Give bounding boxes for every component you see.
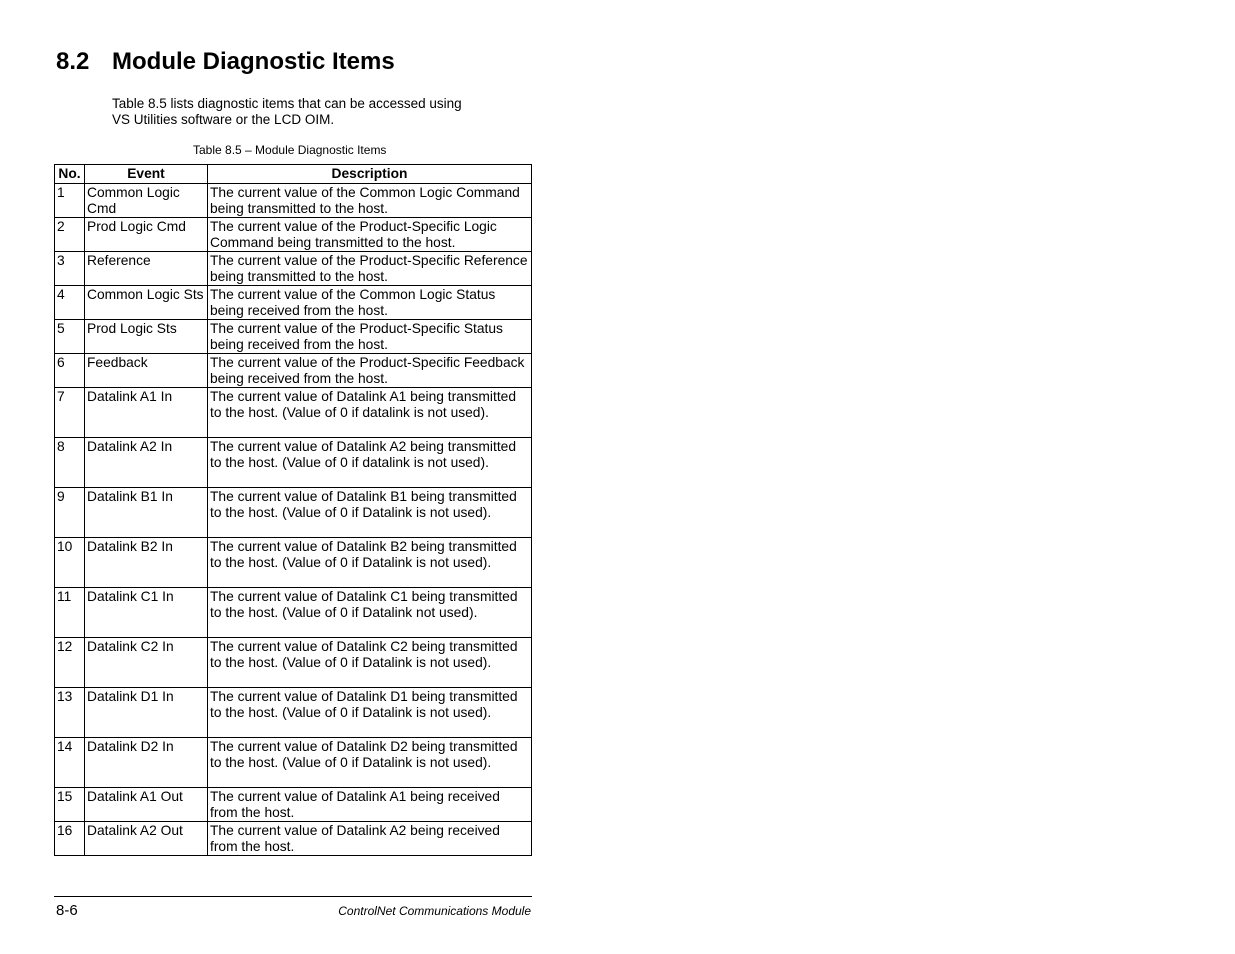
- row-event: Datalink B2 In: [85, 538, 208, 588]
- row-event: Prod Logic Sts: [85, 320, 208, 354]
- row-description: The current value of the Common Logic Command being transmitted to the host.: [208, 184, 532, 218]
- table-row: [55, 638, 532, 688]
- table-row: [55, 788, 532, 822]
- row-no: 9: [55, 488, 85, 538]
- footer-divider: [54, 896, 532, 897]
- table-row: [55, 438, 532, 488]
- row-event: Common Logic Sts: [85, 286, 208, 320]
- table-row: [55, 320, 532, 354]
- document-title: ControlNet Communications Module: [338, 904, 531, 918]
- row-description: The current value of the Common Logic Status being received from the host.: [208, 286, 532, 320]
- row-description: The current value of Datalink D1 being transmitted to the host. (Value of 0 if Datalink is not used).: [208, 688, 532, 738]
- row-no: 2: [55, 218, 85, 252]
- table-caption: Table 8.5 – Module Diagnostic Items: [193, 143, 387, 157]
- table-row: [55, 388, 532, 438]
- row-no: 7: [55, 388, 85, 438]
- table-row: [55, 218, 532, 252]
- table-row: [55, 488, 532, 538]
- diagnostic-items-table: [54, 164, 532, 856]
- row-event: Common Logic Cmd: [85, 184, 208, 218]
- row-no: 1: [55, 184, 85, 218]
- table-row: [55, 822, 532, 856]
- row-description: The current value of Datalink B2 being transmitted to the host. (Value of 0 if Datalink is not used).: [208, 538, 532, 588]
- row-no: 12: [55, 638, 85, 688]
- row-event: Datalink A1 In: [85, 388, 208, 438]
- row-event: Datalink A2 Out: [85, 822, 208, 856]
- table-row: [55, 286, 532, 320]
- page-number: 8-6: [56, 902, 78, 919]
- row-event: Reference: [85, 252, 208, 286]
- section-number: 8.2: [56, 48, 90, 75]
- row-no: 8: [55, 438, 85, 488]
- table-row: [55, 538, 532, 588]
- row-no: 15: [55, 788, 85, 822]
- row-description: The current value of Datalink B1 being transmitted to the host. (Value of 0 if Datalink is not used).: [208, 488, 532, 538]
- row-no: 6: [55, 354, 85, 388]
- row-no: 3: [55, 252, 85, 286]
- section-heading: [56, 48, 395, 76]
- row-event: Datalink A1 Out: [85, 788, 208, 822]
- row-event: Datalink B1 In: [85, 488, 208, 538]
- row-event: Datalink D2 In: [85, 738, 208, 788]
- header-description: Description: [208, 165, 532, 184]
- row-event: Prod Logic Cmd: [85, 218, 208, 252]
- table-row: [55, 354, 532, 388]
- row-description: The current value of Datalink A2 being transmitted to the host. (Value of 0 if datalink is not used).: [208, 438, 532, 488]
- table-row: [55, 184, 532, 218]
- row-event: Feedback: [85, 354, 208, 388]
- row-no: 16: [55, 822, 85, 856]
- row-event: Datalink C1 In: [85, 588, 208, 638]
- row-no: 13: [55, 688, 85, 738]
- table-row: [55, 688, 532, 738]
- table-row: [55, 738, 532, 788]
- intro-line-1: Table 8.5 lists diagnostic items that can be accessed using: [112, 96, 462, 111]
- row-no: 10: [55, 538, 85, 588]
- table-row: [55, 588, 532, 638]
- row-no: 5: [55, 320, 85, 354]
- table-row: [55, 252, 532, 286]
- row-no: 14: [55, 738, 85, 788]
- row-description: The current value of the Product-Specific Status being received from the host.: [208, 320, 532, 354]
- row-description: The current value of the Product-Specific Feedback being received from the host.: [208, 354, 532, 388]
- intro-paragraph: [112, 96, 462, 127]
- row-description: The current value of Datalink A1 being received from the host.: [208, 788, 532, 822]
- row-description: The current value of Datalink C1 being transmitted to the host. (Value of 0 if Datalink not used).: [208, 588, 532, 638]
- row-description: The current value of the Product-Specific Reference being transmitted to the host.: [208, 252, 532, 286]
- row-event: Datalink A2 In: [85, 438, 208, 488]
- row-description: The current value of Datalink D2 being transmitted to the host. (Value of 0 if Datalink is not used).: [208, 738, 532, 788]
- row-no: 11: [55, 588, 85, 638]
- table-header-row: [55, 165, 532, 184]
- row-event: Datalink D1 In: [85, 688, 208, 738]
- row-description: The current value of Datalink A1 being transmitted to the host. (Value of 0 if datalink is not used).: [208, 388, 532, 438]
- row-description: The current value of Datalink A2 being received from the host.: [208, 822, 532, 856]
- row-event: Datalink C2 In: [85, 638, 208, 688]
- intro-line-2: VS Utilities software or the LCD OIM.: [112, 111, 335, 127]
- row-description: The current value of Datalink C2 being transmitted to the host. (Value of 0 if Datalink is not used).: [208, 638, 532, 688]
- row-no: 4: [55, 286, 85, 320]
- header-no: No.: [55, 165, 85, 184]
- header-event: Event: [85, 165, 208, 184]
- section-title: Module Diagnostic Items: [112, 48, 395, 75]
- row-description: The current value of the Product-Specific Logic Command being transmitted to the host.: [208, 218, 532, 252]
